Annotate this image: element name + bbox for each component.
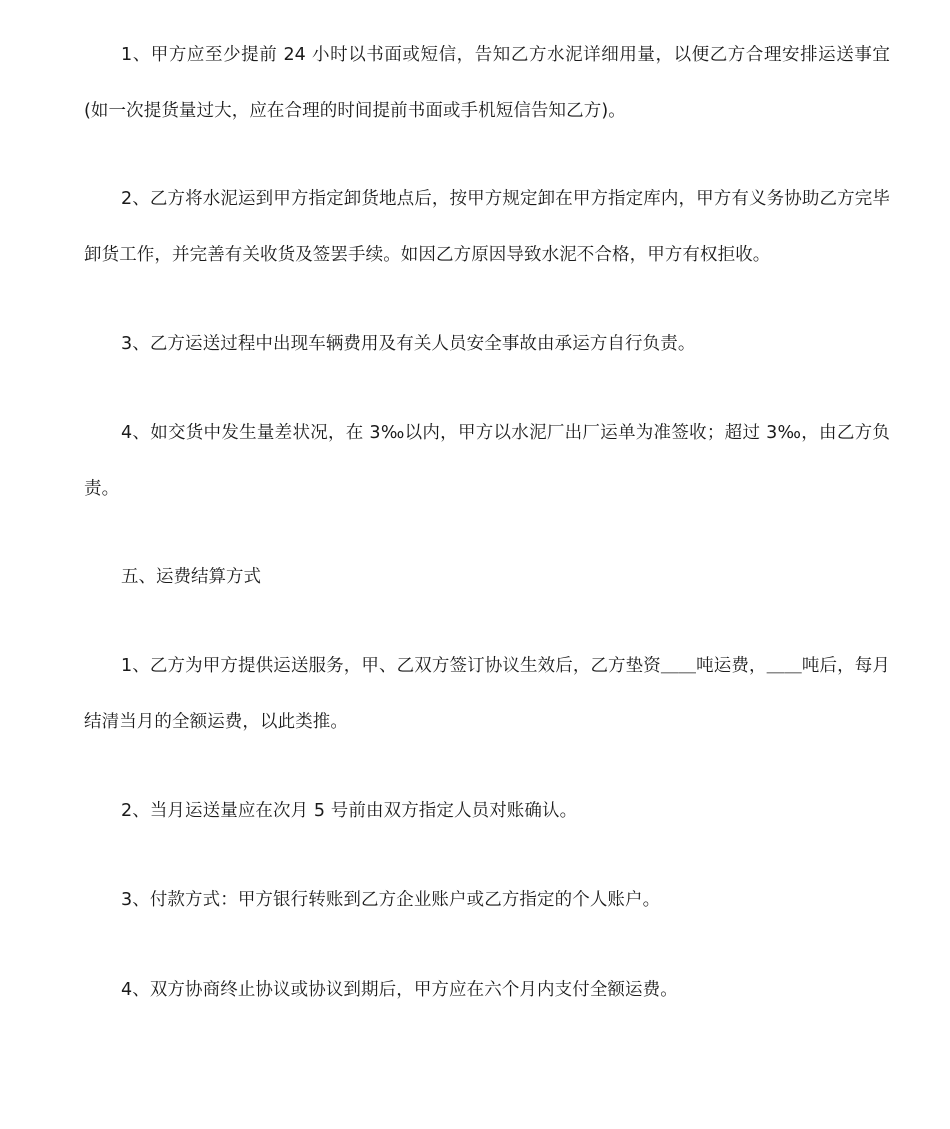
- clause-paragraph: 1、甲方应至少提前 24 小时以书面或短信，告知乙方水泥详细用量，以便乙方合理安排运送事宜(如一次提货量过大，应在合理的时间提前书面或手机短信告知乙方)。: [84, 45, 890, 121]
- clause-paragraph: 4、双方协商终止协议或协议到期后，甲方应在六个月内支付全额运费。: [121, 980, 678, 1000]
- clause-paragraph: 4、如交货中发生量差状况，在 3‰以内，甲方以水泥厂出厂运单为准签收；超过 3‰，由乙方负责。: [84, 423, 890, 499]
- clause-paragraph: 1、乙方为甲方提供运送服务，甲、乙双方签订协议生效后，乙方垫资＿＿吨运费，＿＿吨后，每月结清当月的全额运费，以此类推。: [84, 656, 890, 732]
- section-heading: 五、运费结算方式: [121, 567, 261, 587]
- clause-paragraph: 3、付款方式：甲方银行转账到乙方企业账户或乙方指定的个人账户。: [121, 890, 661, 910]
- clause-paragraph: 3、乙方运送过程中出现车辆费用及有关人员安全事故由承运方自行负责。: [121, 334, 696, 354]
- clause-paragraph: 2、当月运送量应在次月 5 号前由双方指定人员对账确认。: [121, 801, 578, 821]
- clause-paragraph: 2、乙方将水泥运到甲方指定卸货地点后，按甲方规定卸在甲方指定库内，甲方有义务协助乙方完毕卸货工作，并完善有关收货及签罢手续。如因乙方原因导致水泥不合格，甲方有权拒收。: [84, 189, 890, 265]
